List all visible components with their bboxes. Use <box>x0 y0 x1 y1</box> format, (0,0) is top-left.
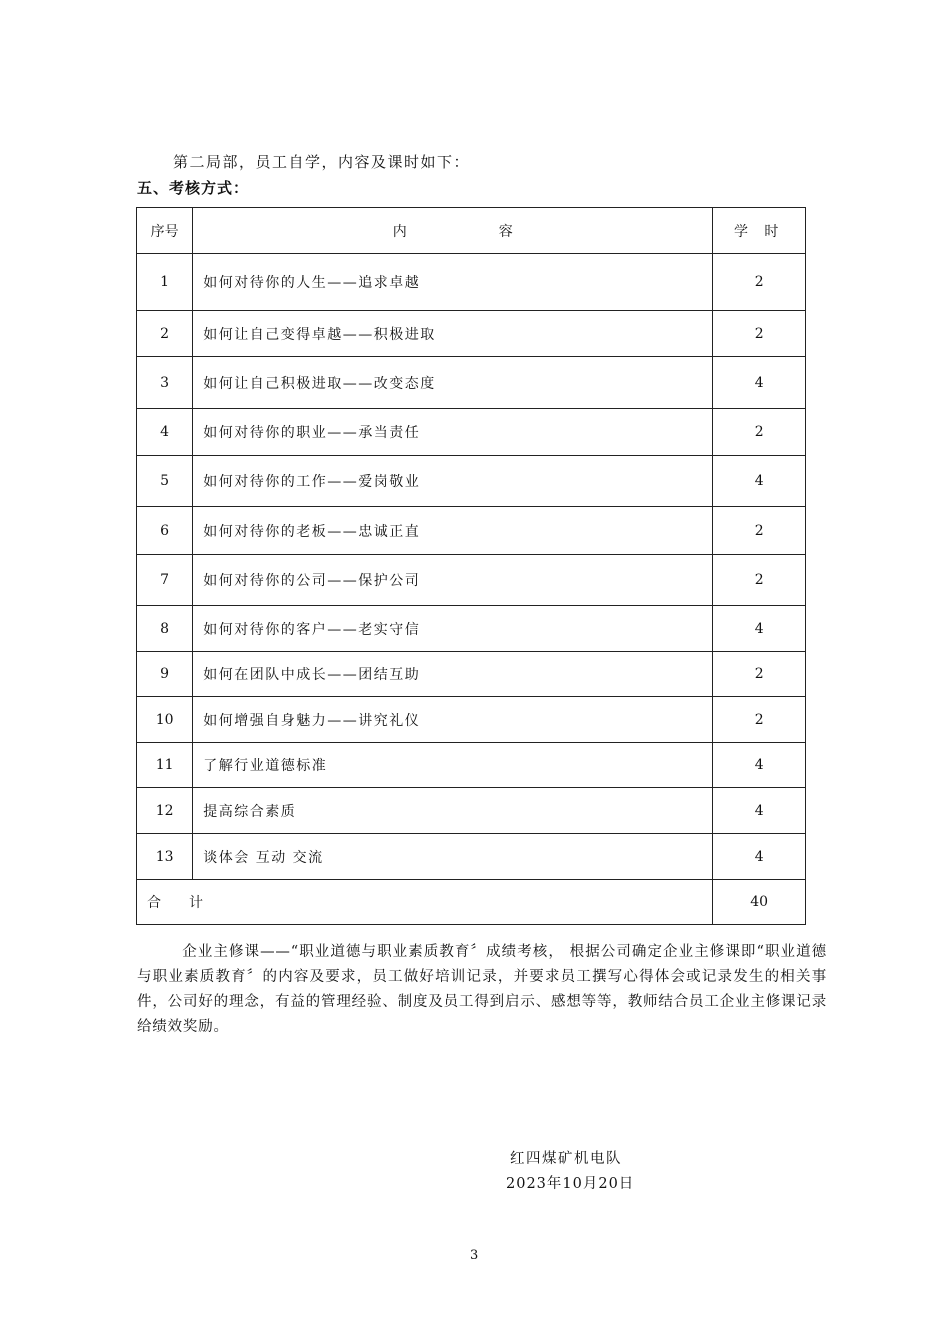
row-no: 1 <box>137 254 193 311</box>
row-no: 2 <box>137 311 193 357</box>
table-row <box>137 743 806 788</box>
header-hours: 学 时 <box>713 208 806 254</box>
table-row <box>137 357 806 409</box>
row-no: 10 <box>137 697 193 743</box>
row-hours: 2 <box>713 254 806 311</box>
row-hours: 4 <box>713 743 806 788</box>
row-hours: 2 <box>713 409 806 456</box>
table-row <box>137 652 806 697</box>
row-content: 如何对待你的职业——承当责任 <box>193 409 713 456</box>
row-content: 如何对待你的人生——追求卓越 <box>193 254 713 311</box>
page-number: 3 <box>470 1248 479 1263</box>
row-content: 如何对待你的客户——老实守信 <box>193 606 713 652</box>
row-content: 了解行业道德标准 <box>193 743 713 788</box>
row-content: 如何对待你的老板——忠诚正直 <box>193 507 713 555</box>
row-no: 13 <box>137 834 193 880</box>
table-row <box>137 834 806 880</box>
section-heading: 五、考核方式： <box>137 179 250 197</box>
row-content: 如何在团队中成长——团结互助 <box>193 652 713 697</box>
total-hours: 40 <box>713 880 806 925</box>
row-content: 提高综合素质 <box>193 788 713 834</box>
row-content: 如何让自己变得卓越——积极进取 <box>193 311 713 357</box>
row-no: 7 <box>137 555 193 606</box>
total-label-b: 计 <box>189 895 205 911</box>
table-row <box>137 697 806 743</box>
row-content: 如何对待你的工作——爱岗敬业 <box>193 456 713 507</box>
table-row <box>137 606 806 652</box>
row-content: 谈体会 互动 交流 <box>193 834 713 880</box>
header-no: 序号 <box>137 208 193 254</box>
row-no: 9 <box>137 652 193 697</box>
table-row <box>137 788 806 834</box>
row-hours: 4 <box>713 606 806 652</box>
row-content: 如何增强自身魅力——讲究礼仪 <box>193 697 713 743</box>
row-hours: 2 <box>713 697 806 743</box>
row-no: 3 <box>137 357 193 409</box>
table-row <box>137 254 806 311</box>
header-content-a: 内 <box>392 223 407 240</box>
table-row <box>137 507 806 555</box>
row-no: 6 <box>137 507 193 555</box>
table-row <box>137 409 806 456</box>
header-content-b: 容 <box>498 223 513 240</box>
signature-date: 2023年10月20日 <box>506 1176 635 1192</box>
intro-text: 第二局部，员工自学，内容及课时如下： <box>173 153 471 171</box>
row-content: 如何让自己积极进取——改变态度 <box>193 357 713 409</box>
table-row <box>137 456 806 507</box>
row-hours: 2 <box>713 652 806 697</box>
row-hours: 4 <box>713 357 806 409</box>
row-no: 11 <box>137 743 193 788</box>
total-label-a: 合 <box>147 895 163 911</box>
row-content: 如何对待你的公司——保护公司 <box>193 555 713 606</box>
row-hours: 4 <box>713 788 806 834</box>
row-hours: 4 <box>713 834 806 880</box>
signature-org: 红四煤矿机电队 <box>510 1151 622 1167</box>
row-no: 12 <box>137 788 193 834</box>
row-hours: 2 <box>713 311 806 357</box>
total-label <box>137 880 713 925</box>
row-no: 8 <box>137 606 193 652</box>
row-no: 4 <box>137 409 193 456</box>
row-hours: 2 <box>713 507 806 555</box>
row-hours: 2 <box>713 555 806 606</box>
assessment-paragraph <box>137 940 827 1040</box>
header-content <box>193 208 713 254</box>
assessment-paragraph-text: 企业主修课——“职业道德与职业素质教育〞成绩考核， 根据公司确定企业主修课即“职业道德与职业素质教育〞的内容及要求，员工做好培训记录，并要求员工撰写心得体会或记录发生的相关事件，公司好的理念，有益的管理经验、制度及员工得到启示、感想等等，教师结合员工企业主修课记录给绩效奖励。 <box>137 944 827 1035</box>
table-row <box>137 555 806 606</box>
table-total-row <box>137 880 806 925</box>
table-header-row <box>137 208 806 254</box>
row-hours: 4 <box>713 456 806 507</box>
table-row <box>137 311 806 357</box>
row-no: 5 <box>137 456 193 507</box>
course-table <box>136 207 806 925</box>
